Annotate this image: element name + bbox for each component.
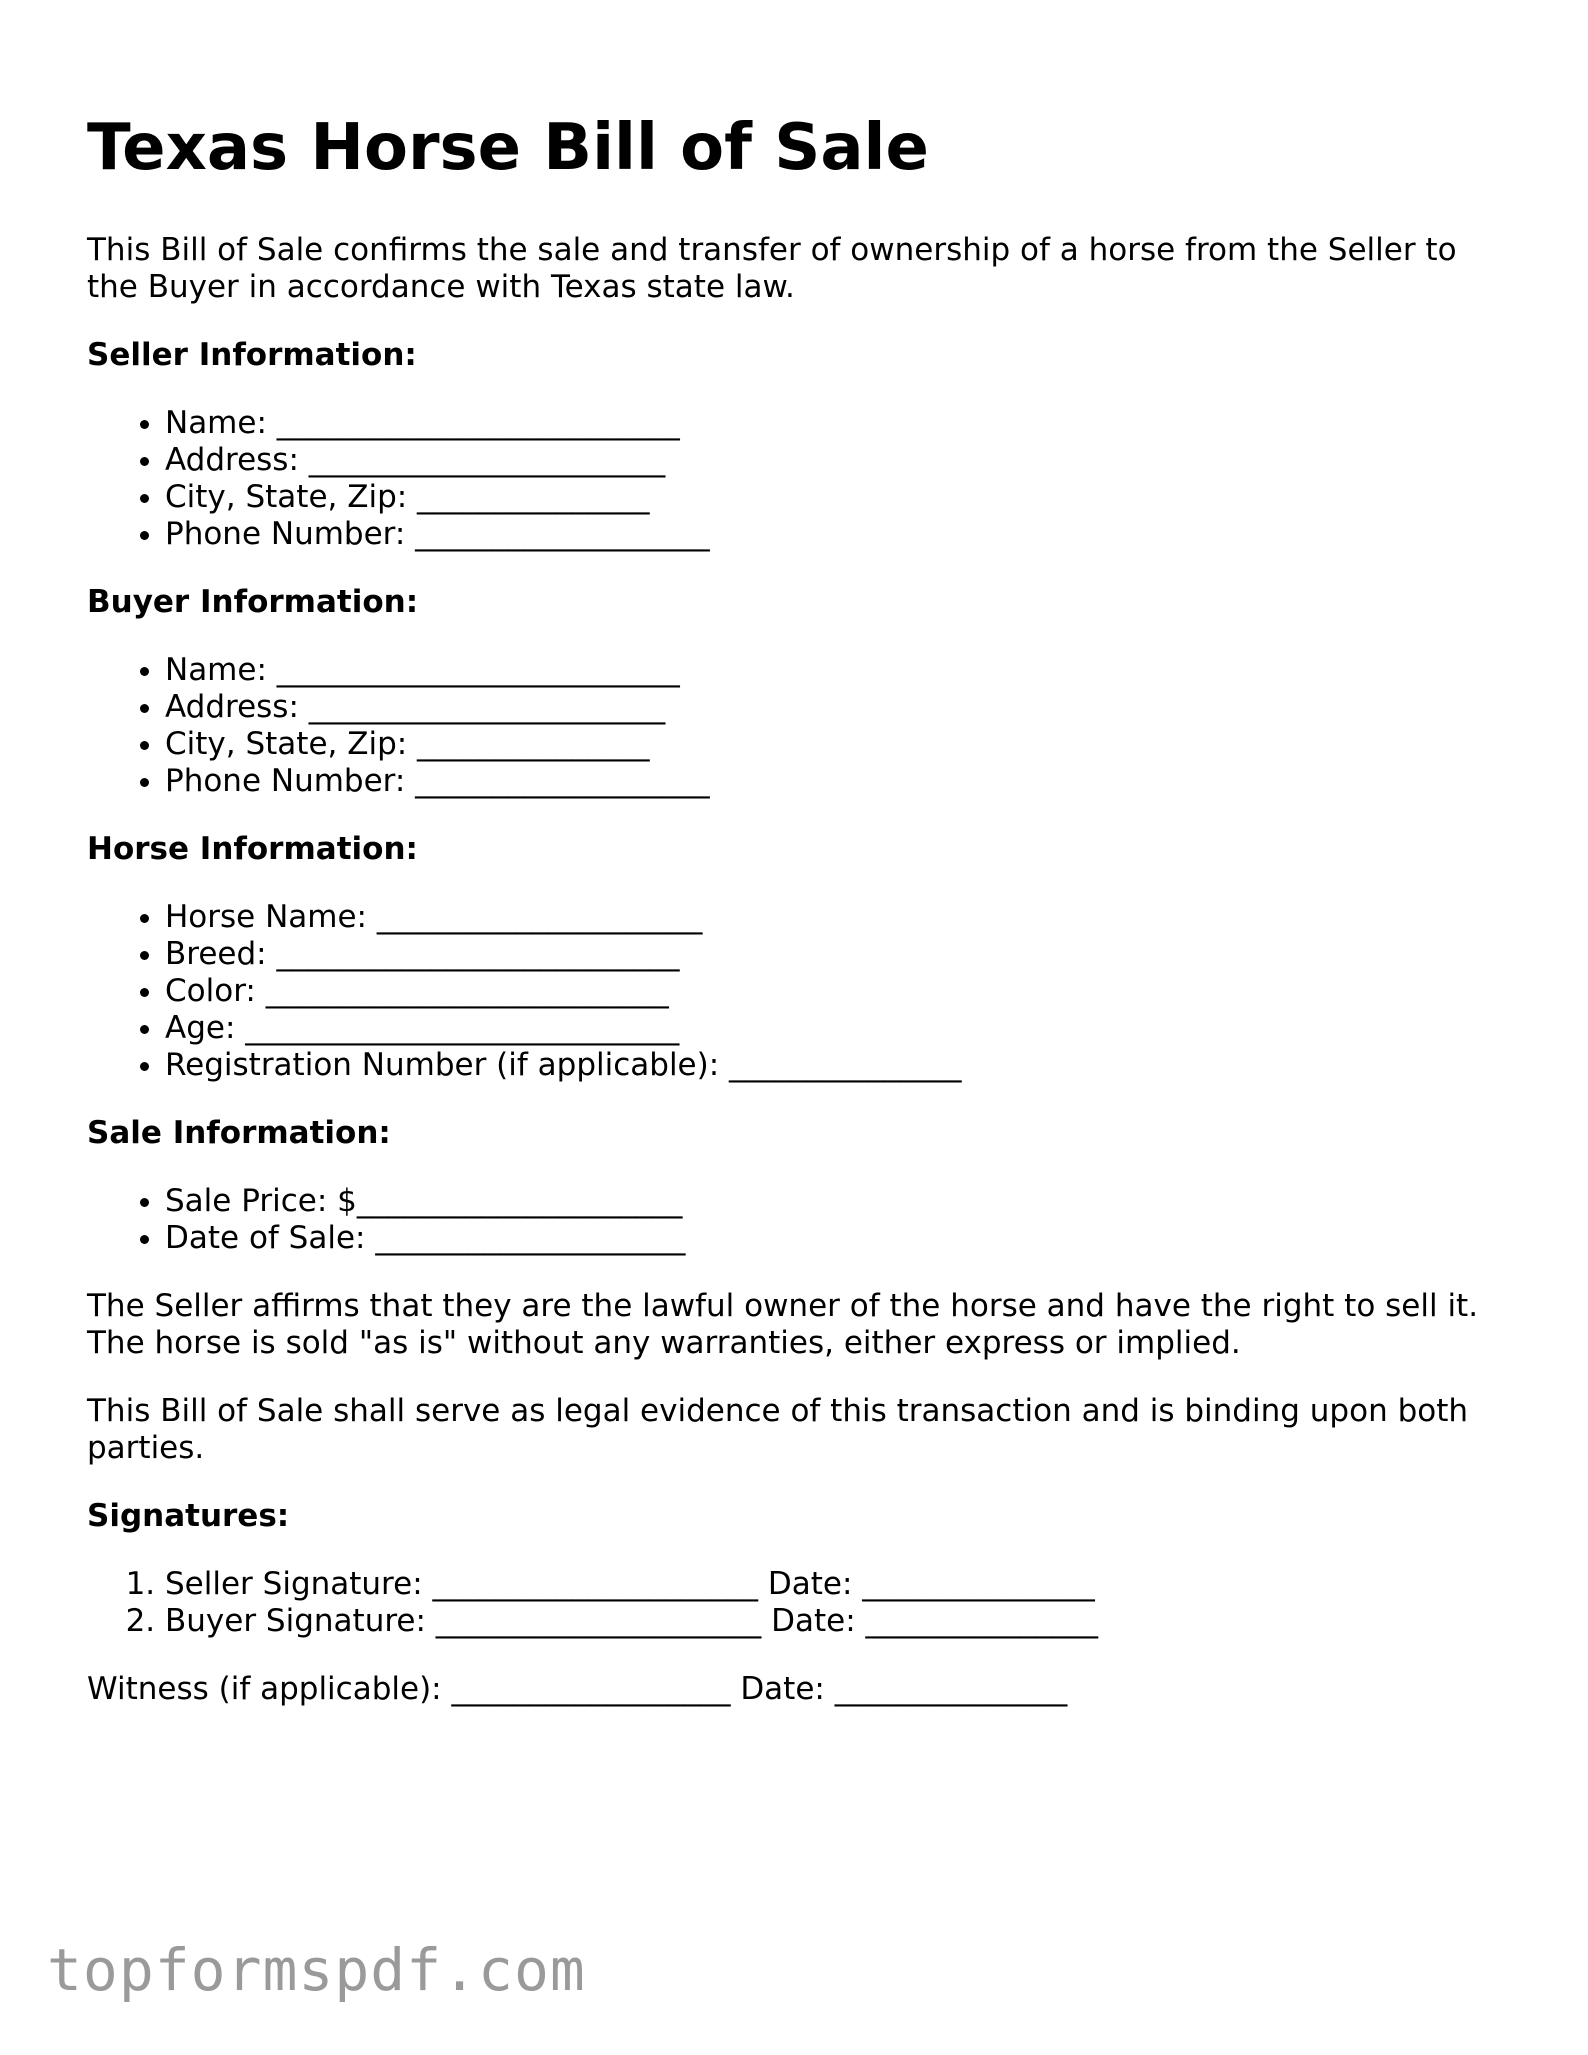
signatures-heading: Signatures: xyxy=(87,1498,290,1534)
horse-heading: Horse Information: xyxy=(87,831,418,867)
sale-price-field[interactable]: • Sale Price: $_____________________ xyxy=(165,1183,1507,1220)
horse-registration-field[interactable]: • Registration Number (if applicable): _______________ xyxy=(165,1047,1507,1084)
seller-phone-field[interactable]: • Phone Number: ___________________ xyxy=(165,516,1507,553)
sale-list xyxy=(87,1183,1507,1257)
buyer-heading: Buyer Information: xyxy=(87,584,419,620)
horse-name-field[interactable]: • Horse Name: _____________________ xyxy=(165,899,1507,936)
seller-signature-field[interactable]: 1. Seller Signature: _____________________ Date: _______________ xyxy=(165,1566,1507,1603)
signatures-list xyxy=(87,1566,1507,1640)
watermark-text: topformspdf.com xyxy=(47,1936,586,2004)
horse-color-field[interactable]: • Color: __________________________ xyxy=(165,973,1507,1010)
sale-date-field[interactable]: • Date of Sale: ____________________ xyxy=(165,1220,1507,1257)
sale-heading: Sale Information: xyxy=(87,1115,391,1151)
witness-signature-field[interactable]: Witness (if applicable): __________________ Date: _______________ xyxy=(87,1671,1068,1707)
intro-paragraph: This Bill of Sale confirms the sale and transfer of ownership of a horse from the Seller to the Buyer in accordance with Texas state law. xyxy=(87,232,1457,305)
seller-address-field[interactable]: • Address: _______________________ xyxy=(165,442,1507,479)
seller-city-state-zip-field[interactable]: • City, State, Zip: _______________ xyxy=(165,479,1507,516)
horse-list xyxy=(87,899,1507,1084)
affirmation-paragraph: The Seller affirms that they are the lawful owner of the horse and have the right to sell it. The horse is sold "as is" without any warranties, either express or implied. xyxy=(87,1288,1479,1361)
buyer-address-field[interactable]: • Address: _______________________ xyxy=(165,689,1507,726)
document-title: Texas Horse Bill of Sale xyxy=(87,111,929,185)
buyer-phone-field[interactable]: • Phone Number: ___________________ xyxy=(165,763,1507,800)
buyer-name-field[interactable]: • Name: __________________________ xyxy=(165,652,1507,689)
seller-heading: Seller Information: xyxy=(87,337,417,373)
document-page xyxy=(87,108,1507,1739)
buyer-signature-field[interactable]: 2. Buyer Signature: _____________________ Date: _______________ xyxy=(165,1603,1507,1640)
buyer-list xyxy=(87,652,1507,800)
horse-age-field[interactable]: • Age: ____________________________ xyxy=(165,1010,1507,1047)
binding-paragraph: This Bill of Sale shall serve as legal evidence of this transaction and is binding upon both parties. xyxy=(87,1393,1469,1466)
seller-name-field[interactable]: • Name: __________________________ xyxy=(165,405,1507,442)
buyer-city-state-zip-field[interactable]: • City, State, Zip: _______________ xyxy=(165,726,1507,763)
horse-breed-field[interactable]: • Breed: __________________________ xyxy=(165,936,1507,973)
seller-list xyxy=(87,405,1507,553)
